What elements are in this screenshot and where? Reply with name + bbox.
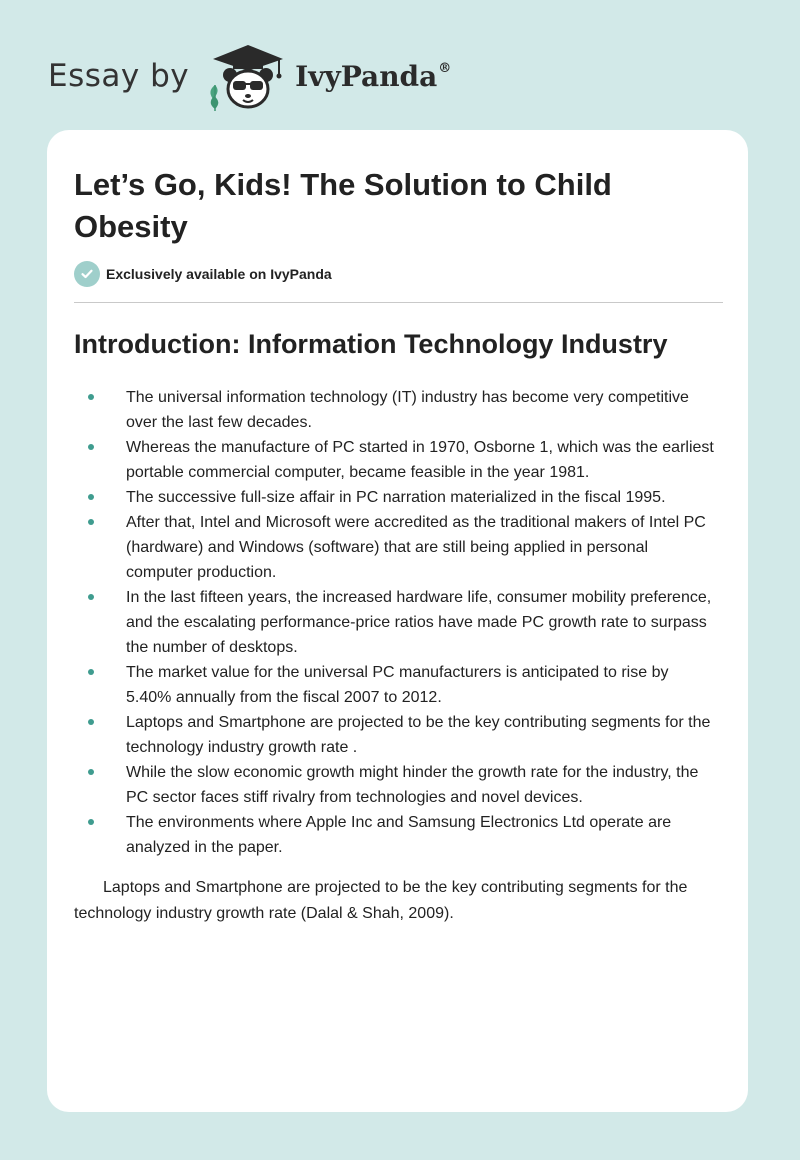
bullet-dot-icon xyxy=(88,769,94,775)
brand-name: IvyPanda® xyxy=(295,59,452,93)
list-item: The market value for the universal PC manufacturers is anticipated to rise by 5.40% annually from the fiscal 2007 to 2012. xyxy=(47,660,748,710)
exclusive-badge-text: Exclusively available on IvyPanda xyxy=(106,266,332,282)
list-item: The successive full-size affair in PC narration materialized in the fiscal 1995. xyxy=(47,485,748,510)
bullet-dot-icon xyxy=(88,819,94,825)
registered-mark: ® xyxy=(438,60,452,76)
title-divider xyxy=(74,302,723,303)
body-paragraph: Laptops and Smartphone are projected to be the key contributing segments for the technology industry growth rate (Dalal & Shah, 2009). xyxy=(74,879,688,922)
check-circle-icon xyxy=(74,261,100,287)
bullet-dot-icon xyxy=(88,519,94,525)
bullet-dot-icon xyxy=(88,444,94,450)
bullet-dot-icon xyxy=(88,394,94,400)
essay-by-label: Essay by xyxy=(48,58,190,94)
bullet-dot-icon xyxy=(88,494,94,500)
bullet-dot-icon xyxy=(88,669,94,675)
list-item: In the last fifteen years, the increased hardware life, consumer mobility preference, and the escalating performance-price ratios have made PC growth rate to surpass the number of desktops. xyxy=(47,585,748,660)
exclusive-badge xyxy=(74,261,332,287)
list-item: While the slow economic growth might hinder the growth rate for the industry, the PC sector faces stiff rivalry from technologies and novel devices. xyxy=(47,760,748,810)
essay-card xyxy=(47,130,748,1112)
list-item: After that, Intel and Microsoft were accredited as the traditional makers of Intel PC (hardware) and Windows (software) that are still being applied in personal computer production. xyxy=(47,510,748,585)
list-item: Laptops and Smartphone are projected to be the key contributing segments for the technology industry growth rate . xyxy=(47,710,748,760)
bullet-dot-icon xyxy=(88,719,94,725)
bullet-list xyxy=(47,385,748,860)
bullet-dot-icon xyxy=(88,594,94,600)
list-item: Whereas the manufacture of PC started in 1970, Osborne 1, which was the earliest portable commercial computer, became feasible in the year 1981. xyxy=(47,435,748,485)
essay-title: Let’s Go, Kids! The Solution to Child Obesity xyxy=(74,167,612,244)
section-heading: Introduction: Information Technology Industry xyxy=(74,329,668,359)
list-item: The universal information technology (IT) industry has become very competitive over the last few decades. xyxy=(47,385,748,435)
panda-graduate-icon xyxy=(203,39,293,113)
list-item: The environments where Apple Inc and Samsung Electronics Ltd operate are analyzed in the paper. xyxy=(47,810,748,860)
site-header-logo[interactable] xyxy=(48,36,451,116)
